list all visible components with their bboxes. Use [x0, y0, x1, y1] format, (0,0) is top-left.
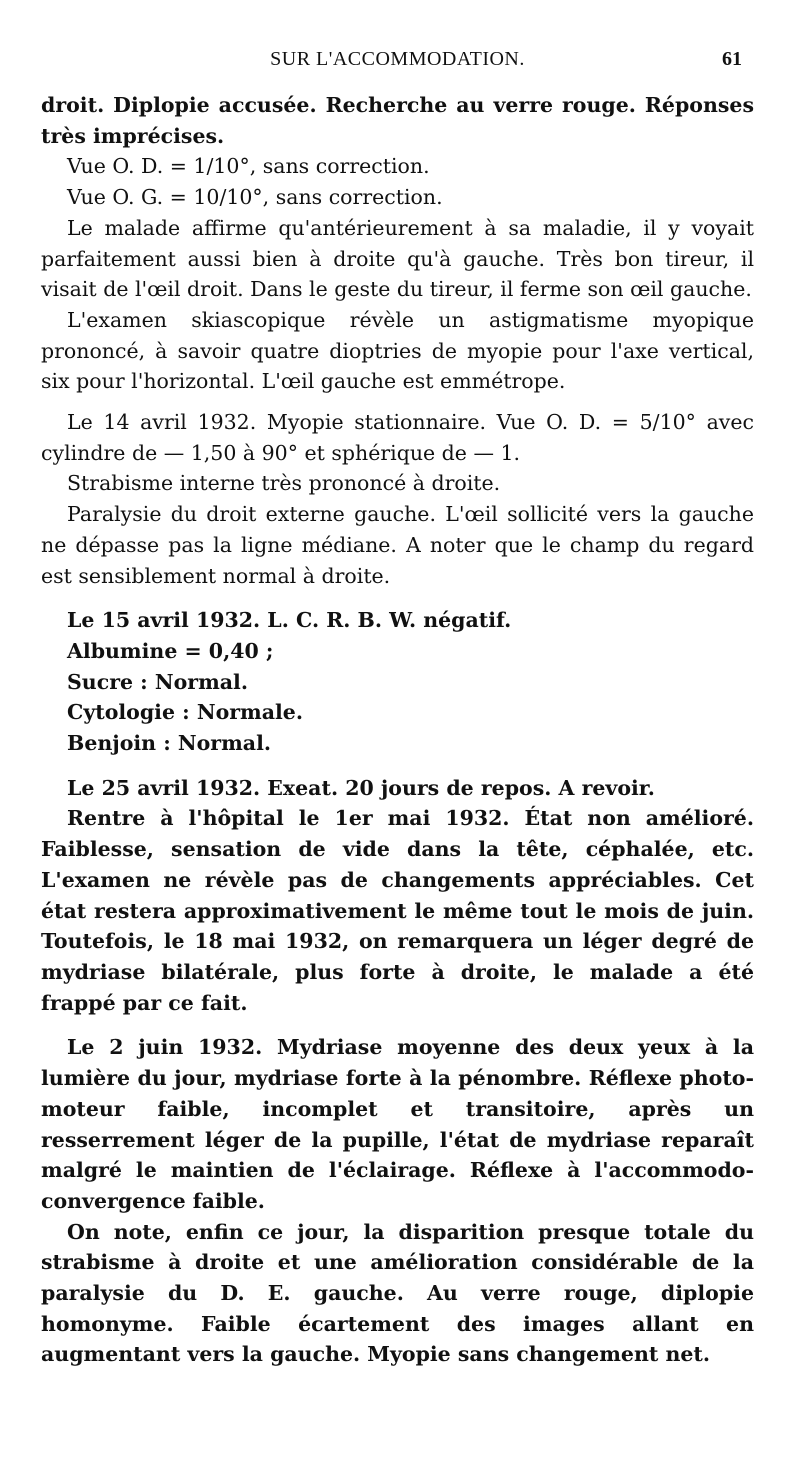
paragraph: Vue O. G. = 10/10°, sans correction.	[67, 185, 443, 210]
paragraph: Cytologie : Normale.	[67, 700, 303, 725]
paragraph: On note, enfin ce jour, la disparition presque totale du strabisme à droite et une amélioration considérable de la paralysie du D. E. gauche. Au verre rouge, diplopie homonyme. Faible écartement des images allant en augmentant vers la gauche. Myopie sans changement net.	[41, 1219, 754, 1367]
paragraph: Rentre à l'hôpital le 1er mai 1932. État non amélioré. Faiblesse, sensation de vide dans la tête, céphalée, etc. L'examen ne révèle pas de changements appréciables. Cet état restera approximativement le même tout le mois de juin. Toutefois, le 18 mai 1932, on remarquera un léger degré de mydriase bilatérale, plus forte à droite, le malade a été frappé par ce fait.	[41, 806, 754, 1015]
running-head	[41, 48, 754, 78]
page-number: 61	[722, 48, 742, 70]
paragraph: Le 2 juin 1932. Mydriase moyenne des deux yeux à la lumière du jour, mydriase forte à la pénombre. Réflexe photo-moteur faible, incomplet et transitoire, après un resserrement léger de la pupille, l'état de mydriase reparaît malgré le maintien de l'éclairage. Réflexe à l'accommodo-convergence faible.	[41, 1035, 754, 1213]
paragraph: Benjoin : Normal.	[67, 731, 272, 756]
running-title: SUR L'ACCOMMODATION.	[270, 48, 525, 70]
paragraph: Albumine = 0,40 ;	[67, 638, 274, 663]
paragraph: droit. Diplopie accusée. Recherche au verre rouge. Réponses très imprécises.	[41, 93, 754, 148]
paragraph: Le 15 avril 1932. L. C. R. B. W. négatif.	[67, 608, 512, 633]
paragraph: Le 25 avril 1932. Exeat. 20 jours de repos. A revoir.	[67, 775, 655, 800]
paragraph: Strabisme interne très prononcé à droite.	[67, 471, 501, 496]
body-text	[41, 90, 754, 1370]
paragraph: Vue O. D. = 1/10°, sans correction.	[67, 154, 430, 179]
paragraph: Le 14 avril 1932. Myopie stationnaire. Vue O. D. = 5/10° avec cylindre de — 1,50 à 90° et sphérique de — 1.	[41, 410, 754, 465]
paragraph: Sucre : Normal.	[67, 669, 248, 694]
paragraph: Paralysie du droit externe gauche. L'œil sollicité vers la gauche ne dépasse pas la ligne médiane. A noter que le champ du regard est sensiblement normal à droite.	[41, 502, 754, 588]
paragraph: Le malade affirme qu'antérieurement à sa maladie, il y voyait parfaitement aussi bien à droite qu'à gauche. Très bon tireur, il visait de l'œil droit. Dans le geste du tireur, il ferme son œil gauche.	[41, 215, 754, 302]
paragraph: L'examen skiascopique révèle un astigmatisme myopique prononcé, à savoir quatre dioptries de myopie pour l'axe vertical, six pour l'horizontal. L'œil gauche est emmétrope.	[41, 307, 754, 394]
